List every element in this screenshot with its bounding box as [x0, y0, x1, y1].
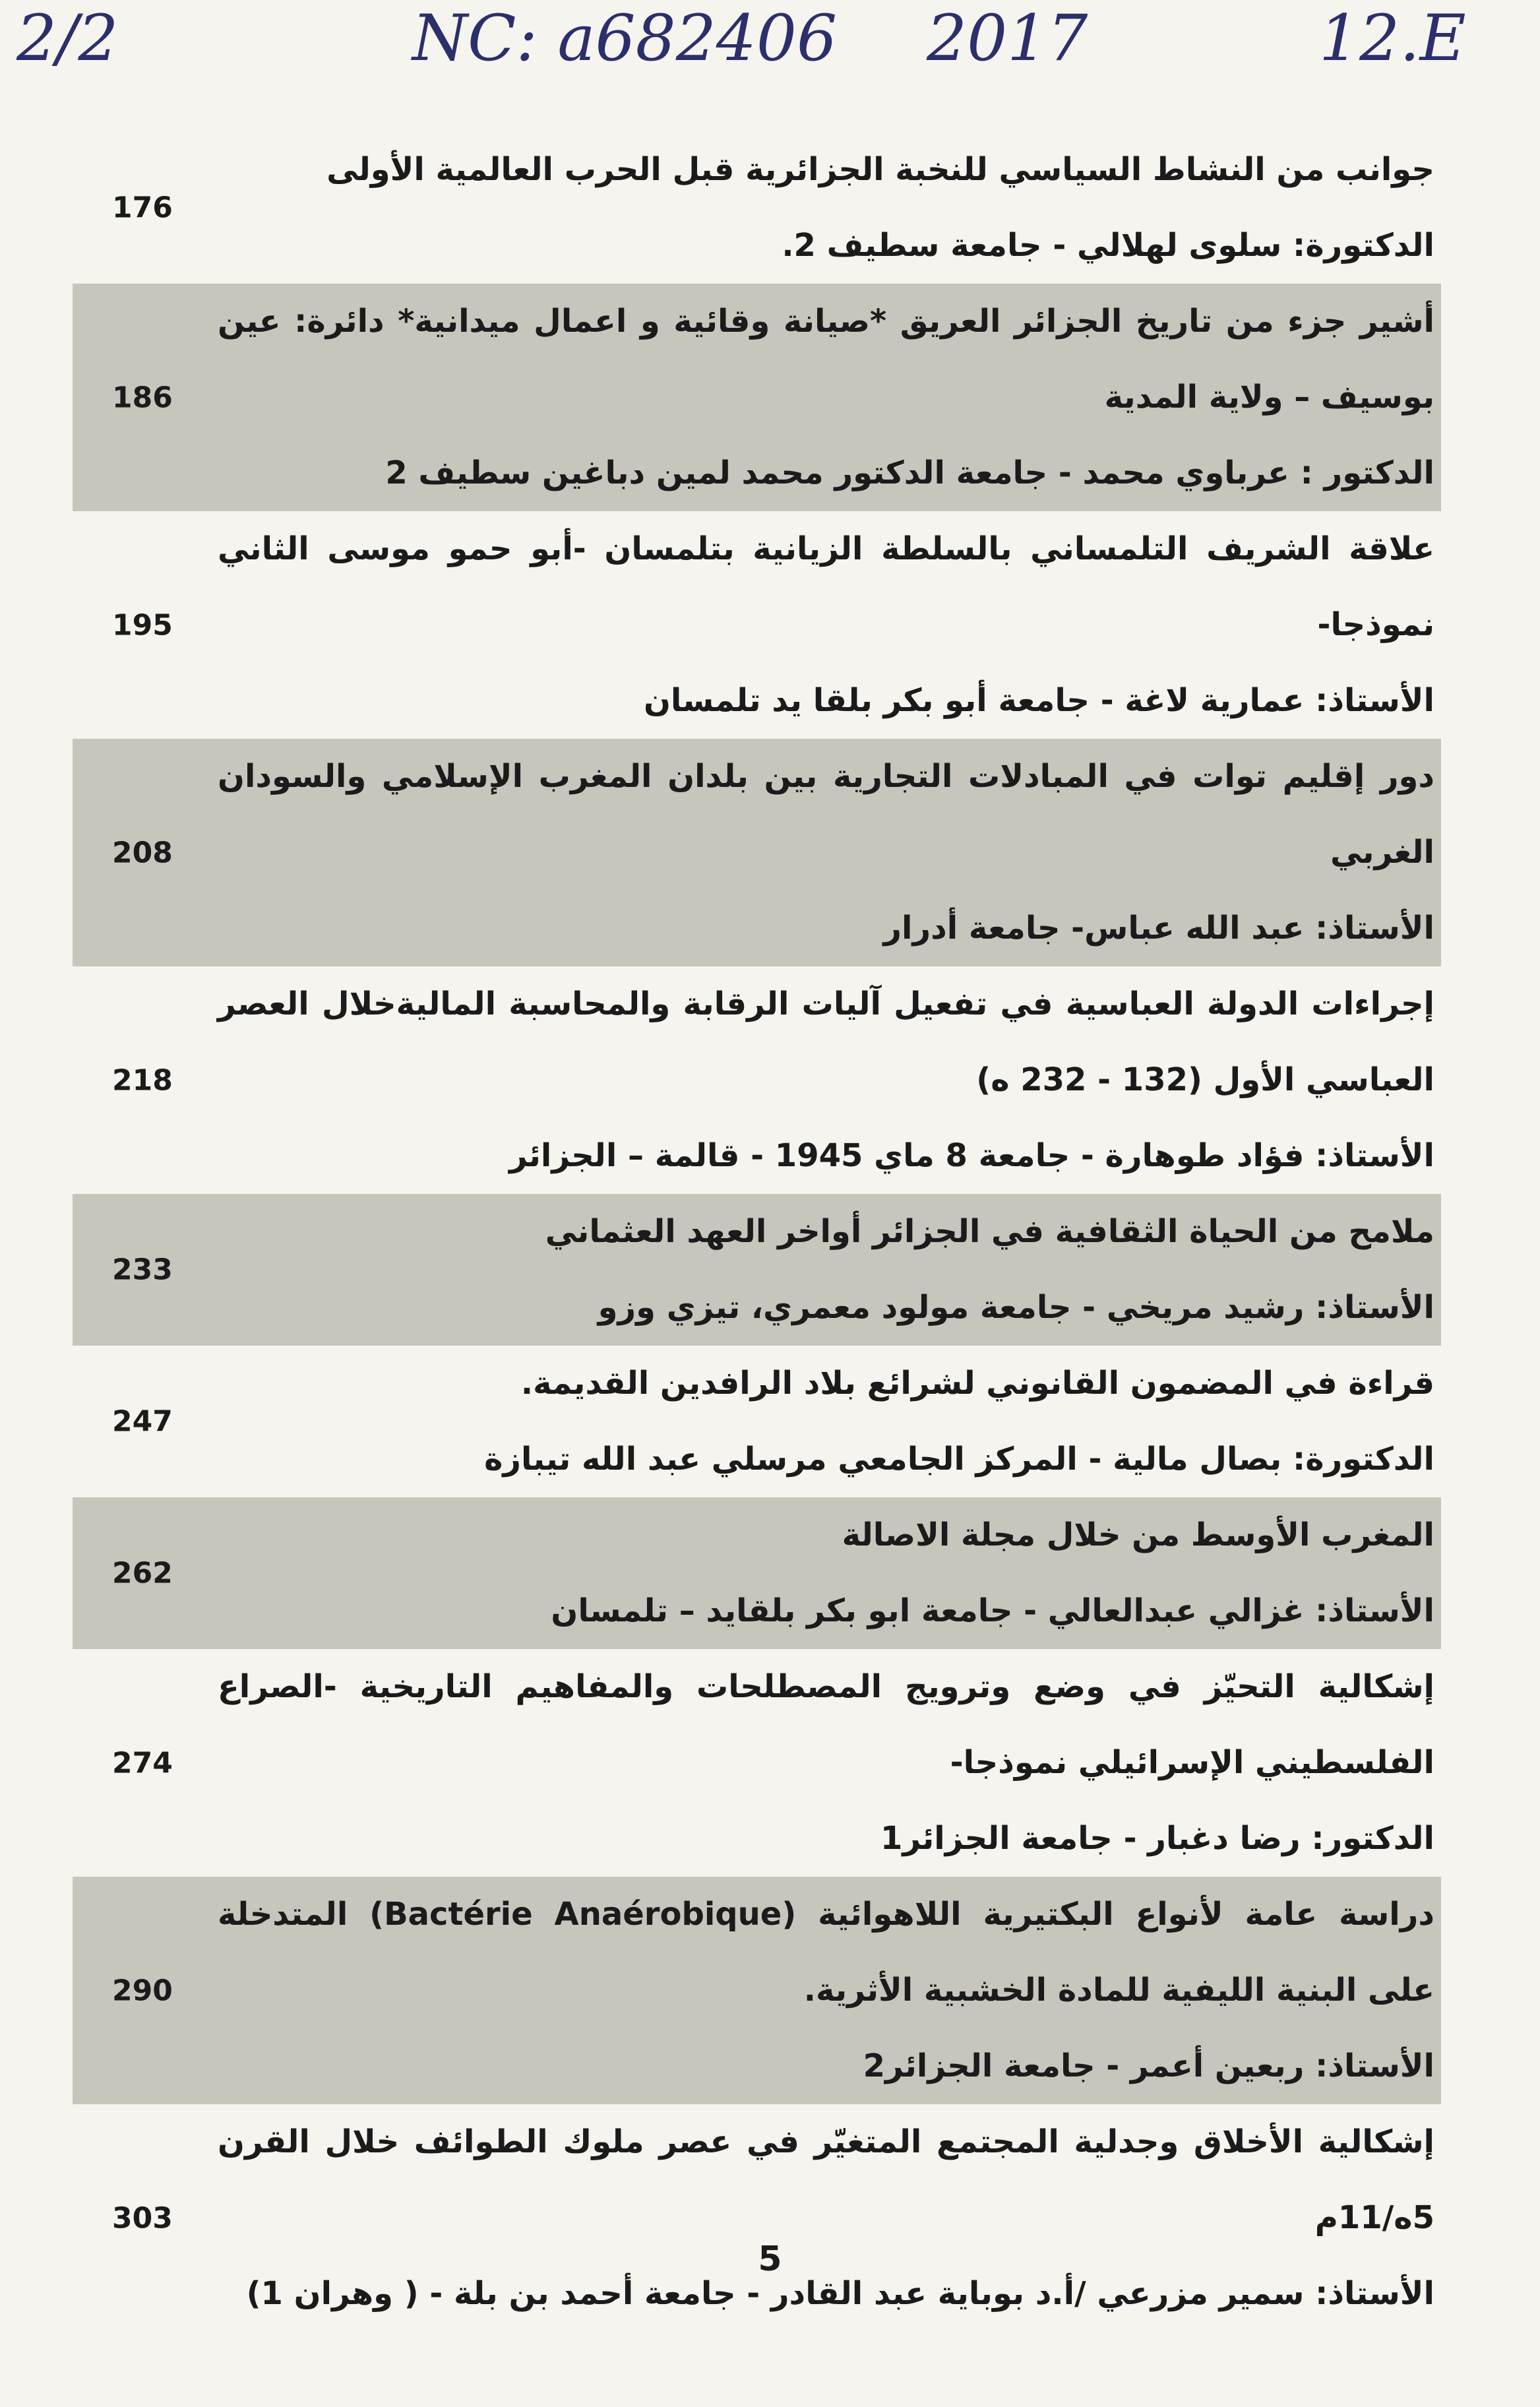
page-number: 5 — [758, 2239, 782, 2279]
toc-entry — [73, 1346, 1441, 1497]
article-author: الدكتور : عرباوي محمد - جامعة الدكتور محمد لمين دباغين سطيف 2 — [385, 454, 1434, 491]
toc-page-number: 274 — [112, 1746, 173, 1780]
article-author: الدكتورة: بصال مالية - المركز الجامعي مرسلي عبد الله تيبازة — [484, 1441, 1434, 1478]
article-author: الأستاذ: عبد الله عباس- جامعة أدرار — [883, 910, 1434, 947]
toc-entry-text — [204, 1194, 1441, 1346]
handwritten-note: 12.E — [1319, 1, 1466, 75]
article-author: الأستاذ: رشيد مريخي - جامعة مولود معمري، تيزي وزو — [598, 1289, 1434, 1326]
toc-entry-text — [204, 2104, 1441, 2332]
article-title: المغرب الأوسط من خلال مجلة الاصالة — [842, 1516, 1434, 1553]
article-author: الأستاذ: ربعين أعمر - جامعة الجزائر2 — [863, 2048, 1434, 2084]
toc-entry — [73, 1877, 1441, 2104]
article-author: الدكتور: رضا دغبار - جامعة الجزائر1 — [880, 1820, 1434, 1857]
article-title: ملامح من الحياة الثقافية في الجزائر أواخر العهد العثماني — [545, 1213, 1434, 1250]
toc-entry — [73, 132, 1441, 284]
toc-entry-text — [204, 284, 1441, 511]
article-title: دراسة عامة لأنواع البكتيرية اللاهوائية (Bactérie Anaérobique) المتدخلة على البنية الليفية للمادة الخشبية الأثرية. — [218, 1896, 1435, 2009]
table-of-contents — [73, 132, 1441, 2332]
toc-entry — [73, 739, 1441, 966]
toc-page-number: 247 — [112, 1404, 173, 1439]
handwritten-note: NC: a682406 — [412, 1, 838, 75]
toc-page-number: 176 — [112, 191, 173, 225]
handwritten-note: 2017 — [927, 1, 1088, 75]
toc-entry-text — [204, 132, 1441, 284]
article-title: جوانب من النشاط السياسي للنخبة الجزائرية قبل الحرب العالمية الأولى — [326, 151, 1434, 188]
toc-entry-text — [204, 511, 1441, 739]
toc-page-number: 303 — [112, 2201, 173, 2235]
toc-entry — [73, 1194, 1441, 1346]
toc-entry-text — [204, 1649, 1441, 1877]
toc-entry — [73, 966, 1441, 1194]
toc-page-number: 195 — [112, 608, 173, 642]
article-author: الأستاذ: فؤاد طوهارة - جامعة 8 ماي 1945 - قالمة – الجزائر — [509, 1137, 1434, 1174]
toc-page-number: 218 — [112, 1063, 173, 1097]
article-title: دور إقليم توات في المبادلات التجارية بين بلدان المغرب الإسلامي والسودان الغربي — [218, 758, 1434, 871]
toc-entry — [73, 1497, 1441, 1649]
toc-entry-text — [204, 1877, 1441, 2104]
toc-entry-text — [204, 1497, 1441, 1649]
toc-page-number: 233 — [112, 1253, 173, 1287]
article-author: الأستاذ: غزالي عبدالعالي - جامعة ابو بكر بلقايد – تلمسان — [551, 1592, 1434, 1629]
article-title: إشكالية الأخلاق وجدلية المجتمع المتغيّر في عصر ملوك الطوائف خلال القرن 5ه/11م — [218, 2123, 1434, 2236]
toc-entry — [73, 284, 1441, 511]
toc-page-number: 262 — [112, 1556, 173, 1590]
toc-entry — [73, 511, 1441, 739]
toc-entry — [73, 2104, 1441, 2332]
toc-page-number: 186 — [112, 381, 173, 414]
article-author: الأستاذ: عمارية لاغة - جامعة أبو بكر بلقا يد تلمسان — [643, 682, 1434, 719]
article-author: الأستاذ: سمير مزرعي /أ.د بوباية عبد القادر - جامعة أحمد بن بلة - ( وهران 1) — [246, 2275, 1434, 2312]
article-author: الدكتورة: سلوى لهلالي - جامعة سطيف 2. — [782, 227, 1434, 264]
toc-entry-text — [204, 1346, 1441, 1497]
toc-page-number: 208 — [112, 836, 173, 869]
toc-page-number: 290 — [112, 1974, 173, 2007]
article-title: إشكالية التحيّز في وضع وترويج المصطلحات والمفاهيم التاريخية -الصراع الفلسطيني الإسرائيلي نموذجا- — [218, 1668, 1434, 1781]
handwritten-note: 2/2 — [16, 1, 119, 75]
article-title: علاقة الشريف التلمساني بالسلطة الزيانية بتلمسان -أبو حمو موسى الثاني نموذجا- — [218, 530, 1434, 643]
article-title: أشير جزء من تاريخ الجزائر العريق *صيانة وقائية و اعمال ميدانية* دائرة: عين بوسيف – ولاية المدية — [218, 303, 1434, 416]
toc-entry — [73, 1649, 1441, 1877]
article-title: إجراءات الدولة العباسية في تفعيل آليات الرقابة والمحاسبة الماليةخلال العصر العباسي الأول (132 - 232 ه) — [218, 985, 1434, 1098]
toc-entry-text — [204, 739, 1441, 966]
toc-entry-text — [204, 966, 1441, 1194]
article-title: قراءة في المضمون القانوني لشرائع بلاد الرافدين القديمة. — [520, 1365, 1434, 1402]
